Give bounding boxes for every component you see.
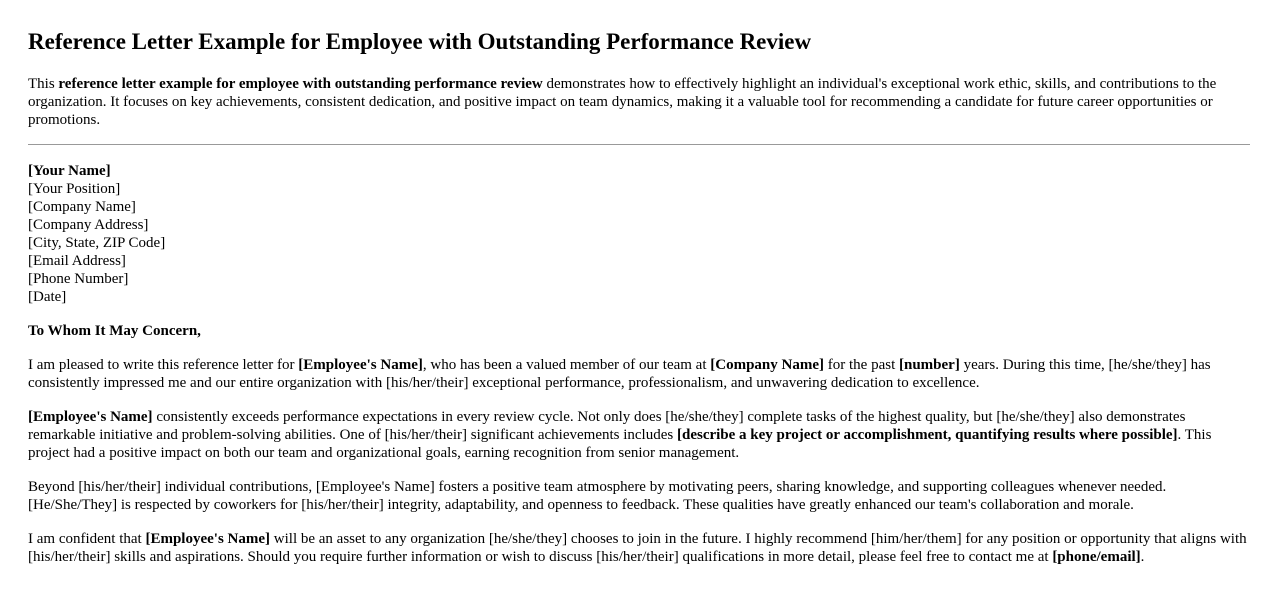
page-title: Reference Letter Example for Employee with Outstanding Performance Review: [28, 29, 812, 54]
intro-text-end: demonstrates how to effectively highlight an individual's exceptional work ethic, skills, and contributions to the organization. It focuses on key achievements, consistent dedication, and positive impact on team dynamics, making it a valuable tool for recommending a candidate for future career opportunities or promotions.: [28, 76, 1217, 128]
letter-paragraph-1: I am pleased to write this reference letter for [Employee's Name], who has been a valued member of our team at [Company Name] for the past [number] years. During this time, [he/she/they] has consistently impressed me and our entire organization with [his/her/their] exceptional performance, professionalism, and unwavering dedication to excellence.: [28, 357, 1211, 391]
employee-name-placeholder: [Employee's Name]: [28, 409, 153, 425]
letter-paragraph-2: [Employee's Name] consistently exceeds performance expectations in every review cycle. Not only does [he/she/they] complete tasks of the highest quality, but [he/she/they] also demonstrates remarkable initiative and problem-solving abilities. One of [his/her/their] significant achievements includes [describe a key project or accomplishment, quantifying results where possible]. This project had a positive impact on both our team and organizational goals, earning recognition from senior management.: [28, 409, 1212, 461]
sender-city: [City, State, ZIP Code]: [28, 235, 166, 251]
company-name-placeholder: [Company Name]: [710, 357, 825, 373]
contact-placeholder: [phone/email]: [1052, 549, 1141, 565]
achievement-placeholder: [describe a key project or accomplishment, quantifying results where possible]: [676, 427, 1178, 443]
intro-text-start: This: [28, 76, 59, 92]
years-placeholder: [number]: [899, 357, 960, 373]
sender-company: [Company Name]: [28, 199, 136, 215]
sender-phone: [Phone Number]: [28, 271, 129, 287]
intro-paragraph: [28, 75, 1250, 129]
section-divider: [28, 144, 1250, 145]
sender-name: [Your Name]: [28, 163, 111, 179]
salutation: To Whom It May Concern,: [28, 323, 201, 339]
sender-date: [Date]: [28, 289, 67, 305]
sender-position: [Your Position]: [28, 181, 121, 197]
employee-name-placeholder: [Employee's Name]: [298, 357, 423, 373]
letter-paragraph-3: Beyond [his/her/their] individual contributions, [Employee's Name] fosters a positive team atmosphere by motivating peers, sharing knowledge, and supporting colleagues whenever needed. [He/She/They] is respected by coworkers for [his/her/their] integrity, adaptability, and openness to feedback. These qualities have greatly enhanced our team's collaboration and morale.: [28, 479, 1167, 513]
letter-paragraph-4: I am confident that [Employee's Name] will be an asset to any organization [he/she/they] chooses to join in the future. I highly recommend [him/her/them] for any position or opportunity that aligns with [his/her/their] skills and aspirations. Should you require further information or wish to discuss [his/her/their] qualifications in more detail, please feel free to contact me at [phone/email].: [28, 531, 1247, 565]
intro-emphasis: reference letter example for employee with outstanding performance review: [58, 76, 543, 92]
sender-email: [Email Address]: [28, 253, 126, 269]
sender-address: [Company Address]: [28, 217, 149, 233]
document-page: [28, 28, 1250, 566]
sender-block: [28, 162, 1250, 306]
employee-name-placeholder: [Employee's Name]: [145, 531, 271, 547]
